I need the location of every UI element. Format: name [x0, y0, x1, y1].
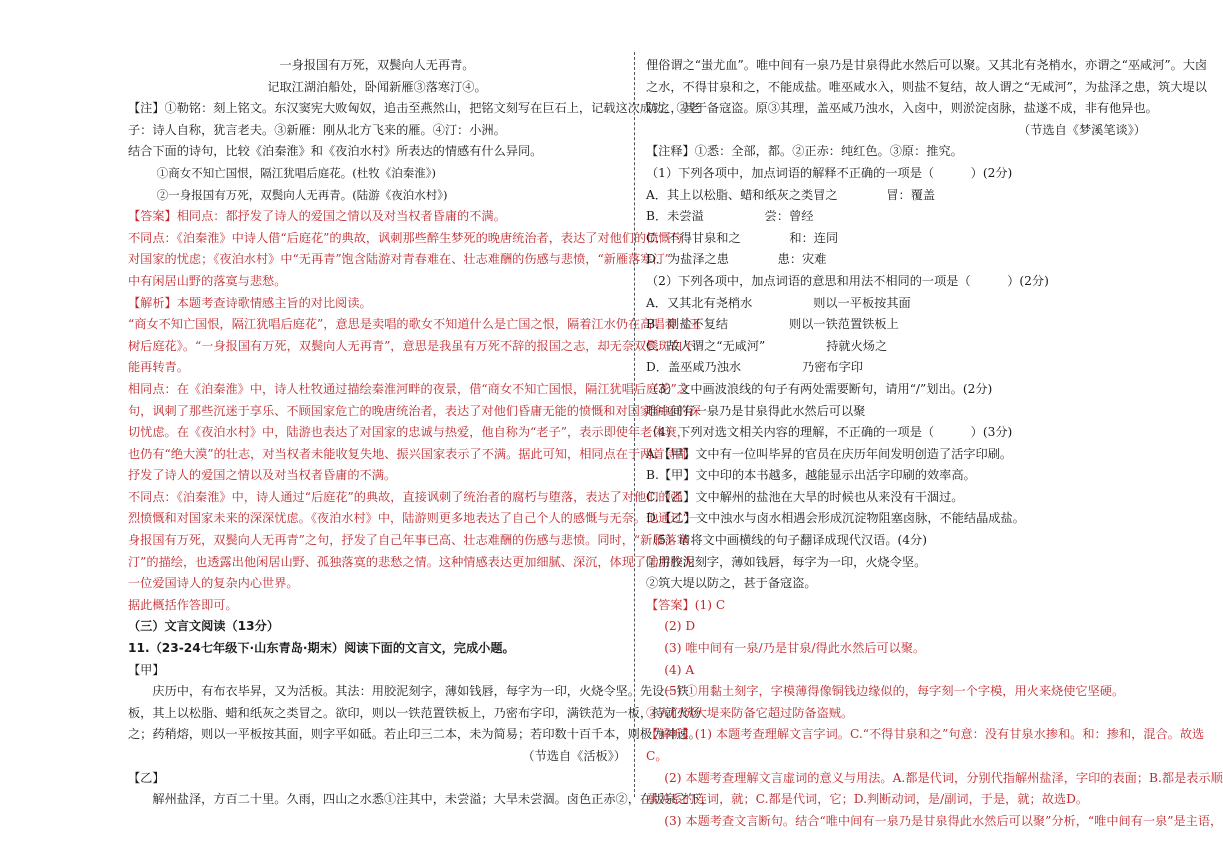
left-text-line: 汀”的描绘，也透露出他闲居山野、孤独落寞的悲愁之情。这种情感表达更加细腻、深沉，体现了陆游作为 [128, 554, 695, 569]
right-text-line: 【解析】(1) 本题考查理解文言字词。C.“不得甘泉和之”句意：没有甘泉水掺和。和：掺和，混合。故选 [646, 727, 1205, 742]
left-text-line: 11.（23-24七年级下·山东青岛·期末）阅读下面的文言文，完成小题。 [128, 641, 515, 656]
right-text-line: （1）下列各项中，加点词语的解释不正确的一项是（ ）(2分) [646, 165, 1013, 180]
left-text-line: 结合下面的诗句，比较《泊秦淮》和《夜泊水村》所表达的情感有什么异同。 [128, 144, 543, 159]
right-text-line: 之水，不得甘泉和之，不能成盐。唯巫咸水入，则盐不复结，故人谓之“无咸河”，为盐泽之患，筑大堤以 [646, 79, 1207, 94]
right-text-line: (3) 唯中间有一泉/乃是甘泉/得此水然后可以聚。 [664, 641, 926, 656]
left-text-line: 树后庭花》。“一身报国有万死，双鬓向人无再青”，意思是我虽有万死不辞的报国之志，却无奈双鬓斑白不 [128, 338, 695, 353]
left-text-line: （三）文言文阅读（13分） [128, 619, 280, 634]
right-text-line: (5) ①用黏土刻字，字模薄得像铜钱边缘似的，每字刻一个字模，用火来烧使它坚硬。 [664, 684, 1125, 699]
left-text-line: ①商女不知亡国恨，隔江犹唱后庭花。(杜牧《泊秦淮》) [156, 165, 436, 180]
left-text-line: ②一身报国有万死，双鬓向人无再青。(陆游《夜泊水村》) [156, 187, 448, 202]
right-text-line: （2）下列各项中，加点词语的意思和用法不相同的一项是（ ）(2分) [646, 273, 1049, 288]
right-text-line: 【注释】①悉：全部，都。②正赤：纯红色。③原：推究。 [646, 144, 963, 159]
right-text-line: B.【甲】文中印的本书越多，越能显示出活字印刷的效率高。 [646, 468, 976, 483]
left-text-line: 【答案】相同点：都抒发了诗人的爱国之情以及对当权者昏庸的不满。 [128, 209, 506, 224]
right-text-line: ②筑大堤以防之，甚于备寇盗。 [646, 576, 817, 591]
right-text-line: ②人们筑大堤来防备它超过防备盗贼。 [646, 705, 854, 720]
right-text-line: C。 [646, 749, 668, 763]
left-text-line: 相同点：在《泊秦淮》中，诗人杜牧通过描绘秦淮河畔的夜景，借“商女不知亡国恨，隔江犹唱后庭花”之 [128, 381, 689, 396]
left-text-line: 据此概括作答即可。 [128, 597, 238, 612]
left-text-line: 对国家的忧虑；《夜泊水村》中“无再青”饱含陆游对青春难在、壮志难酬的伤感与悲愤，“新雁落寒汀” [128, 252, 671, 267]
right-text-line: 承关系的连词，就；C.都是代词，它；D.判断动词，是/副词，于是，就；故选D。 [646, 792, 1089, 807]
left-text-line: 板，其上以松脂、蜡和纸灰之类冒之。欲印，则以一铁范置铁板上，乃密布字印，满铁范为一板，持就火炀 [128, 705, 701, 720]
left-text-line: 【解析】本题考查诗歌情感主旨的对比阅读。 [128, 295, 372, 310]
left-text-line: 不同点：《泊秦淮》中，诗人通过“后庭花”的典故，直接讽刺了统治者的腐朽与堕落，表达了对他们的强 [128, 489, 683, 504]
left-text-line: 能再转青。 [128, 360, 189, 375]
right-text-line: C.【乙】文中解州的盐池在大旱的时候也从来没有干涸过。 [646, 489, 964, 504]
left-text-line: 抒发了诗人的爱国之情以及对当权者昏庸的不满。 [128, 468, 397, 483]
right-text-line: D．盖巫咸乃浊水 乃密布字印 [646, 360, 863, 375]
right-text-line: A．其上以松脂、蜡和纸灰之类冒之 冒：覆盖 [646, 187, 936, 202]
left-text-line: 烈愤慨和对国家未来的深深忧虑。《夜泊水村》中，陆游则更多地表达了自己个人的感慨与无奈。他通过“一 [128, 511, 701, 526]
right-text-line: 【答案】(1) C [646, 597, 726, 612]
right-text-line: A．又其北有尧梢水 则以一平板按其面 [646, 295, 911, 310]
left-text-line: 记取江湖泊船处，卧闻新雁③落寒汀④。 [267, 79, 487, 94]
left-text-line: （节选自《活板》） [522, 749, 626, 763]
left-text-line: “商女不知亡国恨，隔江犹唱后庭花”，意思是卖唱的歌女不知道什么是亡国之恨，隔着江水仍在高唱着《玉 [128, 317, 702, 332]
right-text-line: (2) D [664, 619, 696, 634]
left-text-line: 【甲】 [128, 662, 165, 677]
right-text-line: （节选自《梦溪笔谈》） [1018, 122, 1146, 137]
left-text-line: 切忧虑。在《夜泊水村》中，陆游也表达了对国家的忠诚与热爱，他自称为“老子”，表示即使年老体衰， [128, 425, 689, 440]
left-text-line: 不同点：《泊秦淮》中诗人借“后庭花”的典故，讽刺那些醉生梦死的晚唐统治者，表达了对他们的愤慨与 [128, 230, 683, 245]
right-text-line: B．则盐不复结 则以一铁范置铁板上 [646, 317, 899, 332]
right-text-line: （4）下列对选文相关内容的理解，不正确的一项是（ ）(3分) [646, 425, 1013, 440]
right-text-line: (3) 本题考查文言断句。结合“唯中间有一泉乃是甘泉得此水然后可以聚”分析，“唯中间有一泉”是主语， [664, 813, 1223, 828]
left-text-line: 一位爱国诗人的复杂内心世界。 [128, 576, 299, 591]
left-text-line: 【乙】 [128, 770, 165, 785]
left-text-line: 句，讽刺了那些沉迷于享乐、不顾国家危亡的晚唐统治者，表达了对他们昏庸无能的愤慨和对国家命运的深 [128, 403, 701, 418]
right-text-line: B．未尝溢 尝：曾经 [646, 209, 814, 224]
left-text-line: 【注】①勒铭：刻上铭文。东汉窦宪大败匈奴，追击至燕然山，把铭文刻写在巨石上，记载这次成功。②老 [128, 101, 701, 116]
right-text-line: （5）请将文中画横线的句子翻译成现代汉语。(4分) [646, 533, 927, 548]
right-text-line: ①用胶泥刻字，薄如钱唇，每字为一印，火烧令坚。 [646, 554, 927, 569]
left-text-line: 子：诗人自称，犹言老夫。③新雁：刚从北方飞来的雁。④汀：小洲。 [128, 122, 506, 137]
right-text-line: C．故人谓之“无咸河” 持就火炀之 [646, 338, 888, 353]
left-text-line: 庆历中，有布衣毕昇，又为活板。其法：用胶泥刻字，薄如钱唇，每字为一印，火烧令坚。先设一铁 [152, 684, 689, 699]
right-text-line: D．为盐泽之患 患：灾难 [646, 252, 827, 267]
left-text-line: 身报国有万死，双鬓向人无再青”之句，抒发了自己年事已高、壮志难酬的伤感与悲愤。同时，“新雁落寒 [128, 533, 689, 548]
right-text-line: (4) A [664, 662, 695, 677]
right-text-line: C．不得甘泉和之 和：连同 [646, 230, 839, 245]
right-text-line: 防之，甚于备寇盗。原③其理，盖巫咸乃浊水，入卤中，则淤淀卤脉，盐遂不成，非有他异也。 [646, 101, 1158, 116]
right-text-line: D.【乙】文中浊水与卤水相遇会形成沉淀物阻塞卤脉，不能结晶成盐。 [646, 511, 1025, 526]
left-text-line: 中有闲居山野的落寞与悲愁。 [128, 273, 287, 288]
right-text-line: 唯中间有一泉乃是甘泉得此水然后可以聚 [646, 403, 866, 418]
left-text-line: 一身报国有万死，双鬓向人无再青。 [279, 58, 475, 72]
right-text-line: （3）文中画波浪线的句子有两处需要断句，请用“/”划出。(2分) [646, 381, 993, 396]
left-text-line: 解州盐泽，方百二十里。久雨，四山之水悉①注其中，未尝溢；大旱未尝涸。卤色正赤②，在版泉之下， [152, 792, 714, 807]
right-text-line: A.【甲】文中有一位叫毕昇的官员在庆历年间发明创造了活字印刷。 [646, 446, 1013, 461]
right-column [646, 55, 1223, 832]
left-text-line: 也仍有“绝大漠”的壮志，对当权者未能收复失地、振兴国家表示了不满。据此可知，相同点在于两首诗都 [128, 446, 689, 461]
right-text-line: 俚俗谓之“蚩尤血”。唯中间有一泉乃是甘泉得此水然后可以聚。又其北有尧梢水，亦谓之“巫咸河”。大卤 [646, 58, 1208, 72]
right-text-line: (2) 本题考查理解文言虚词的意义与用法。A.都是代词，分别代指解州盐泽，字印的表面；B.都是表示顺 [664, 770, 1223, 785]
column-divider [634, 52, 635, 797]
left-text-line: 之；药稍熔，则以一平板按其面，则字平如砥。若止印三二本，未为简易；若印数十百千本，则极为神速。 [128, 727, 701, 742]
